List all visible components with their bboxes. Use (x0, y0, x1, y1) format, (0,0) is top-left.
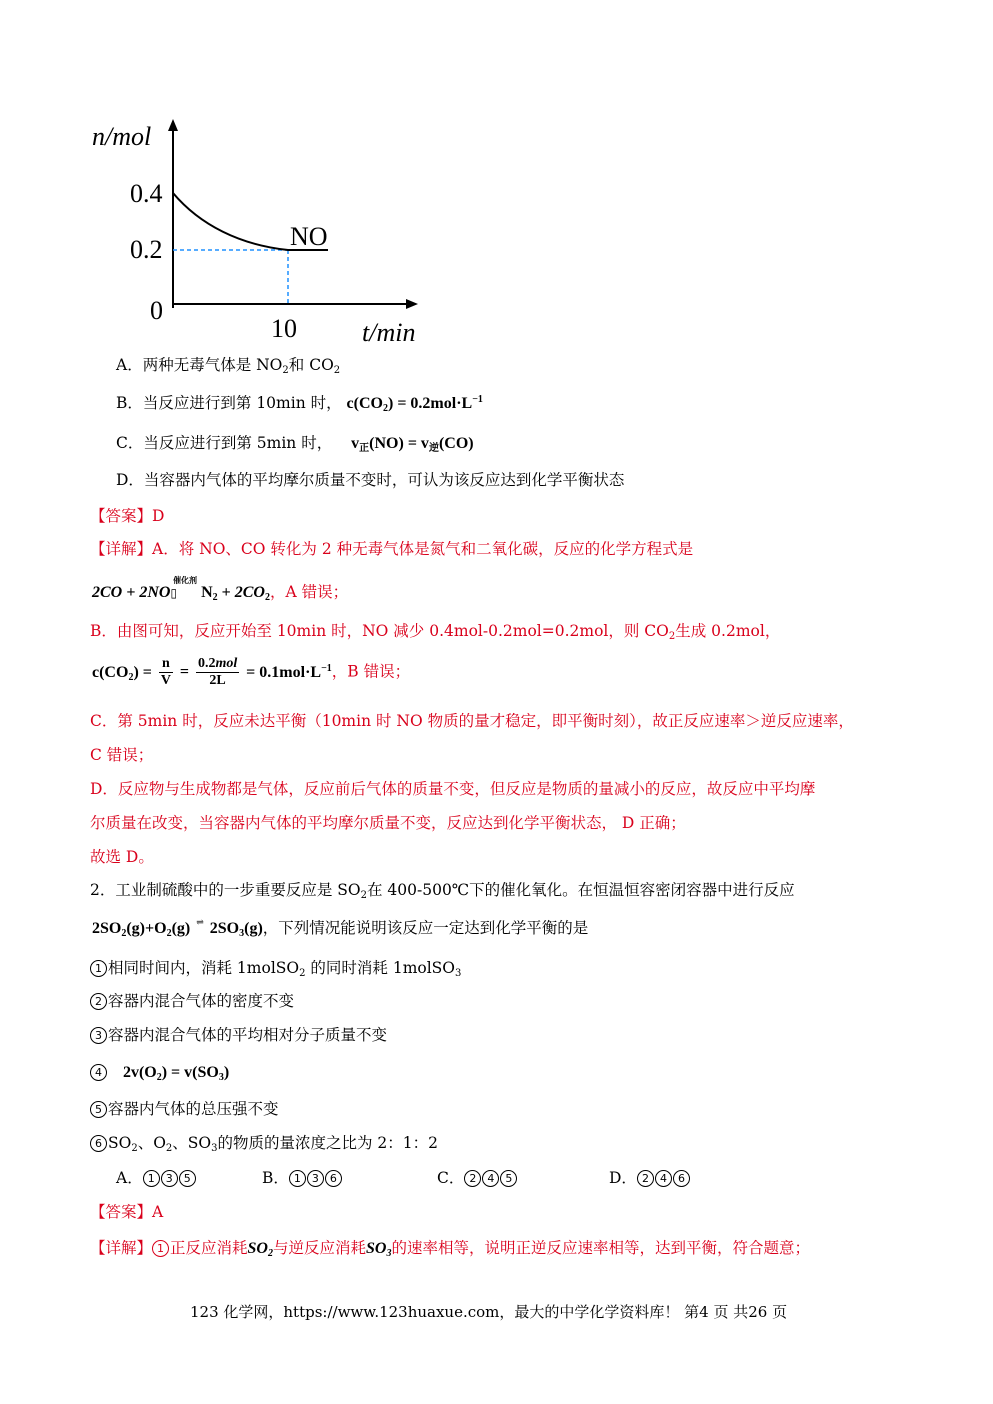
q2-option-a: A． 1 3 5 (116, 1168, 197, 1188)
circled-6: 6 (90, 1135, 107, 1152)
circled-4: 4 (90, 1064, 107, 1081)
y-axis-arrow (168, 119, 178, 131)
circled-5: 5 (90, 1101, 107, 1118)
x-axis-label: t/min (362, 318, 416, 347)
q2-item-5: 5 容器内气体的总压强不变 (90, 1099, 279, 1119)
circled-2: 2 (90, 993, 107, 1010)
y-tick-0: 0 (150, 296, 163, 325)
equation-c-co2: $c(CO_2) = 0.2mol\cdot L^{-1}$ (346, 394, 483, 414)
q2-reaction-equation: $2SO_2(g)+O_2(g)$ (92, 920, 191, 939)
q1-explain-line4: C 错误； (90, 746, 154, 764)
x-axis-arrow (406, 299, 418, 309)
q1-explain-line5: D．反应物与生成物都是气体，反应前后气体的质量不变，但反应是物质的量减小的反应，故反应中平均摩 (90, 780, 816, 798)
q2-item-2: 2 容器内混合气体的密度不变 (90, 991, 294, 1011)
q1-explain-line3: C．第 5min 时，反应未达平衡（10min 时 NO 物质的量才稳定，即平衡时刻），故正反应速率＞逆反应速率， (90, 712, 854, 730)
q2-stem-line2: $2SO_2(g)+O_2(g)$ ⇌ $2SO_3(g)$，下列情况能说明该反应一定达到化学平衡的是 (92, 918, 589, 939)
q2-explain-line1: 【详解】 1 正反应消耗$SO_2$与逆反应消耗$SO_3$的速率相等，说明正逆反应速率相等，达到平衡，符合题意； (90, 1239, 810, 1259)
q1-option-d: D．当容器内气体的平均摩尔质量不变时，可认为该反应达到化学平衡状态 (116, 471, 625, 489)
q2-item-6: 6 $SO_2$、$O_2$、$SO_3$的物质的量浓度之比为 2：1：2 (90, 1133, 438, 1153)
equation-v-no-co: $v_正(NO) = v_逆(CO)$ (351, 435, 474, 454)
q2-option-c: C． 2 4 5 (437, 1168, 518, 1188)
q2-option-b: B． 1 3 6 (262, 1168, 343, 1188)
n-vs-t-graph (90, 115, 440, 350)
q1-equation-1: $2CO + 2NO▯^{催化剂}N_2 + 2CO_2$，A 错误； (92, 575, 349, 603)
y-axis-label: n/mol (92, 122, 152, 151)
q1-explain-line7: 故选 D。 (90, 848, 154, 866)
q1-explain-line6: 尔质量在改变，当容器内气体的平均摩尔质量不变，反应达到化学平衡状态， D 正确； (90, 814, 686, 832)
q2-option-d: D． 2 4 6 (609, 1168, 691, 1188)
curve-label-no: NO (290, 222, 328, 251)
q2-answer: 【答案】A (90, 1203, 164, 1221)
y-tick-04: 0.4 (130, 179, 163, 208)
q2-item-4: 4 $2v(O_2) = v(SO_3)$ (90, 1062, 229, 1083)
q1-explain-line1: 【详解】A．将 NO、CO 转化为 2 种无毒气体是氮气和二氧化碳，反应的化学方程式是 (90, 540, 694, 558)
q1-option-b: B．当反应进行到第 10min 时， $c(CO_2) = 0.2mol\cdot L^{-1}$ (116, 394, 483, 414)
q2-stem-line1: 2．工业制硫酸中的一步重要反应是 $SO_2$在 400-500℃下的催化氧化。在恒温恒容密闭容器中进行反应 (90, 881, 795, 901)
q2-item-3: 3 容器内混合气体的平均相对分子质量不变 (90, 1025, 387, 1045)
y-tick-02: 0.2 (130, 235, 163, 264)
page-footer: 123 化学网，https://www.123huaxue.com，最大的中学化学资料库！ 第4 页 共26 页 (190, 1303, 788, 1321)
x-tick-10: 10 (271, 314, 297, 343)
q1-answer: 【答案】D (90, 507, 165, 525)
q2-item-1: 1 相同时间内，消耗 1molSO$_2$ 的同时消耗 1molSO$_3$ (90, 958, 461, 978)
q1-option-a: A．两种无毒气体是 $NO_2$和 $CO_2$ (116, 356, 341, 376)
circled-3: 3 (90, 1027, 107, 1044)
q1-explain-line2: B．由图可知，反应开始至 10min 时，NO 减少 0.4mol-0.2mol=0.2mol，则 $CO_2$生成 0.2mol， (90, 622, 781, 642)
q1-equation-2: $c(CO_2)$ = $\frac{n}{V}$ = $\frac{\text{0.2mol}}{2L}$ = $0.1mol\cdot L^{-1}$，B 错误； (92, 656, 411, 688)
circled-1: 1 (90, 960, 107, 977)
q1-option-c: C．当反应进行到第 5min 时， $v_正(NO) = v_逆(CO)$ (116, 434, 474, 454)
